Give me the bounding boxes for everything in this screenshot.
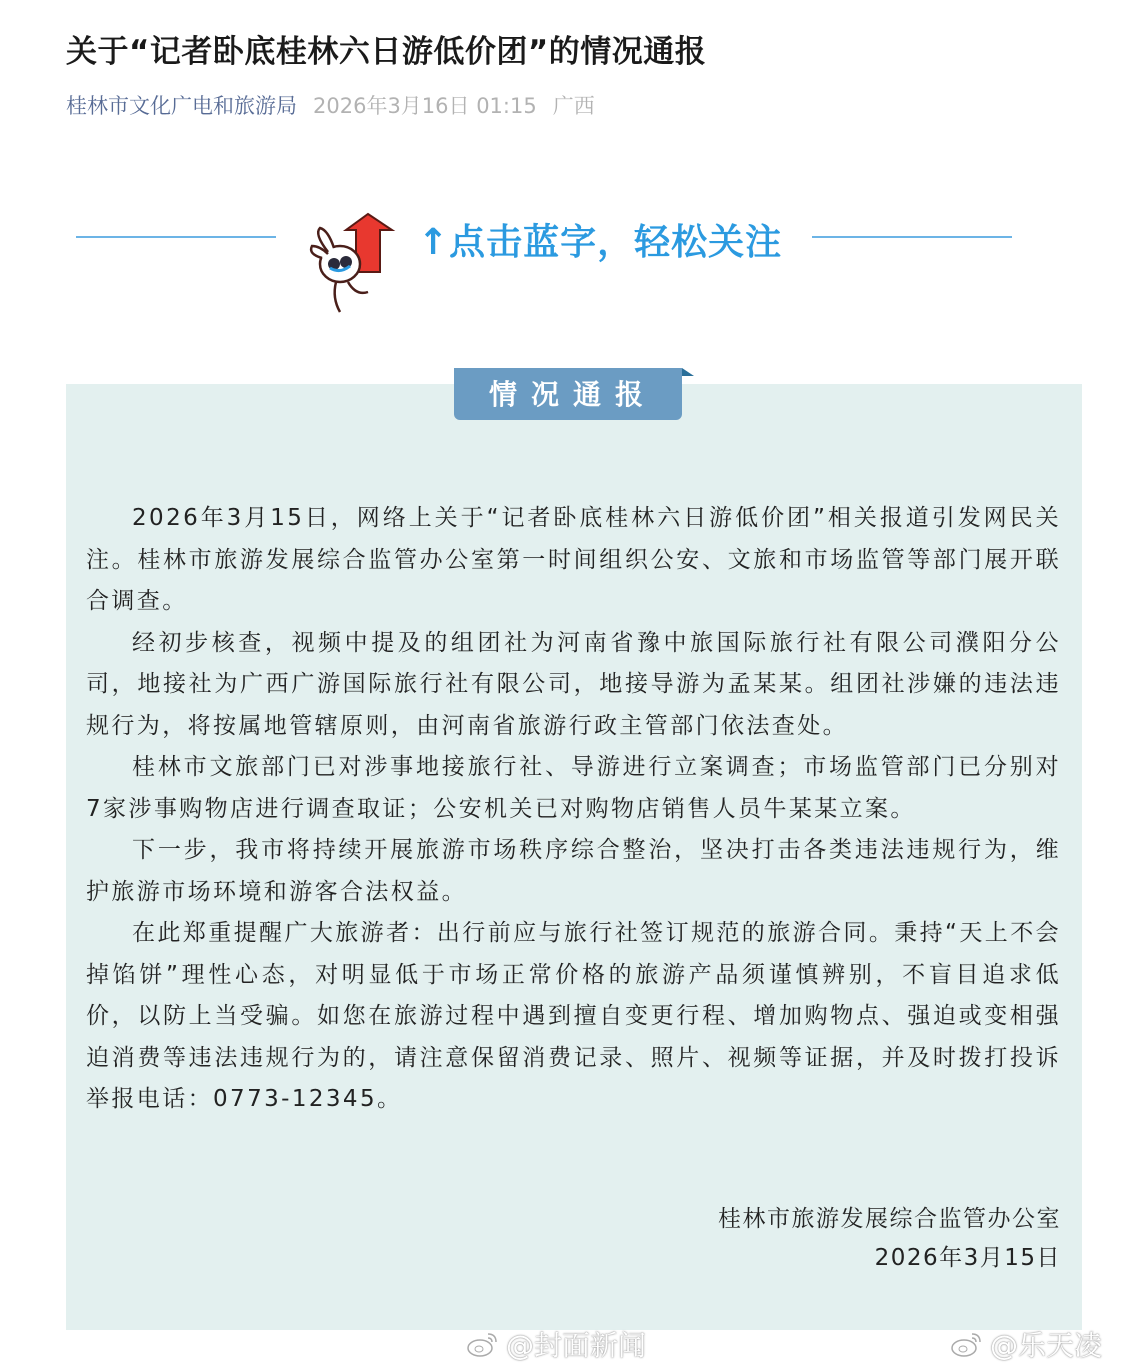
tag-fold: [682, 368, 694, 376]
source-account-link[interactable]: 桂林市文化广电和旅游局: [66, 94, 297, 118]
watermark-2: [950, 1324, 1102, 1364]
notice-paragraph: 桂林市文旅部门已对涉事地接旅行社、导游进行立案调查；市场监管部门已分别对7家涉事购物店进行调查取证；公安机关已对购物店销售人员牛某某立案。: [86, 754, 1061, 822]
signature: [718, 1200, 1061, 1278]
rabbit-mascot-arrow-icon: [306, 212, 406, 322]
notice-paragraph: 2026年3月15日，网络上关于“记者卧底桂林六日游低价团”相关报道引发网民关注。桂林市旅游发展综合监管办公室第一时间组织公安、文旅和市场监管等部门展开联合调查。: [86, 505, 1061, 614]
watermark-text: @乐天凌: [990, 1329, 1103, 1362]
watermark-1: [466, 1324, 646, 1364]
divider-left: [76, 236, 276, 238]
notice-paragraph: 经初步核查，视频中提及的组团社为河南省豫中旅国际旅行社有限公司濮阳分公司，地接社为广西广游国际旅行社有限公司，地接导游为孟某某。组团社涉嫌的违法违规行为，将按属地管辖原则，由河南省旅游行政主管部门依法查处。: [86, 629, 1061, 739]
notice-tag: 情况通报: [454, 368, 682, 420]
watermark-text: @封面新闻: [506, 1329, 647, 1362]
publish-location: 广西: [552, 94, 595, 118]
signature-date: 2026年3月15日: [874, 1245, 1061, 1271]
divider-right: [812, 236, 1012, 238]
follow-prompt-link[interactable]: ↑点击蓝字，轻松关注: [418, 222, 783, 263]
article-meta: [66, 90, 611, 120]
weibo-logo-icon: [466, 1330, 500, 1358]
notice-body: [86, 498, 1061, 1121]
article-title: 关于“记者卧底桂林六日游低价团”的情况通报: [66, 34, 707, 70]
notice-paragraph: 下一步，我市将持续开展旅游市场秩序综合整治，坚决打击各类违法违规行为，维护旅游市场环境和游客合法权益。: [86, 837, 1061, 905]
notice-paragraph: 在此郑重提醒广大旅游者：出行前应与旅行社签订规范的旅游合同。秉持“天上不会掉馅饼”理性心态，对明显低于市场正常价格的旅游产品须谨慎辨别，不盲目追求低价，以防上当受骗。如您在旅游过程中遇到擅自变更行程、增加购物点、强迫或变相强迫消费等违法违规行为的，请注意保留消费记录、照片、视频等证据，并及时拨打投诉举报电话：0773-12345。: [86, 920, 1061, 1112]
signature-org: 桂林市旅游发展综合监管办公室: [718, 1206, 1061, 1232]
weibo-logo-icon: [950, 1330, 984, 1358]
publish-datetime: 2026年3月16日 01:15: [313, 94, 537, 118]
